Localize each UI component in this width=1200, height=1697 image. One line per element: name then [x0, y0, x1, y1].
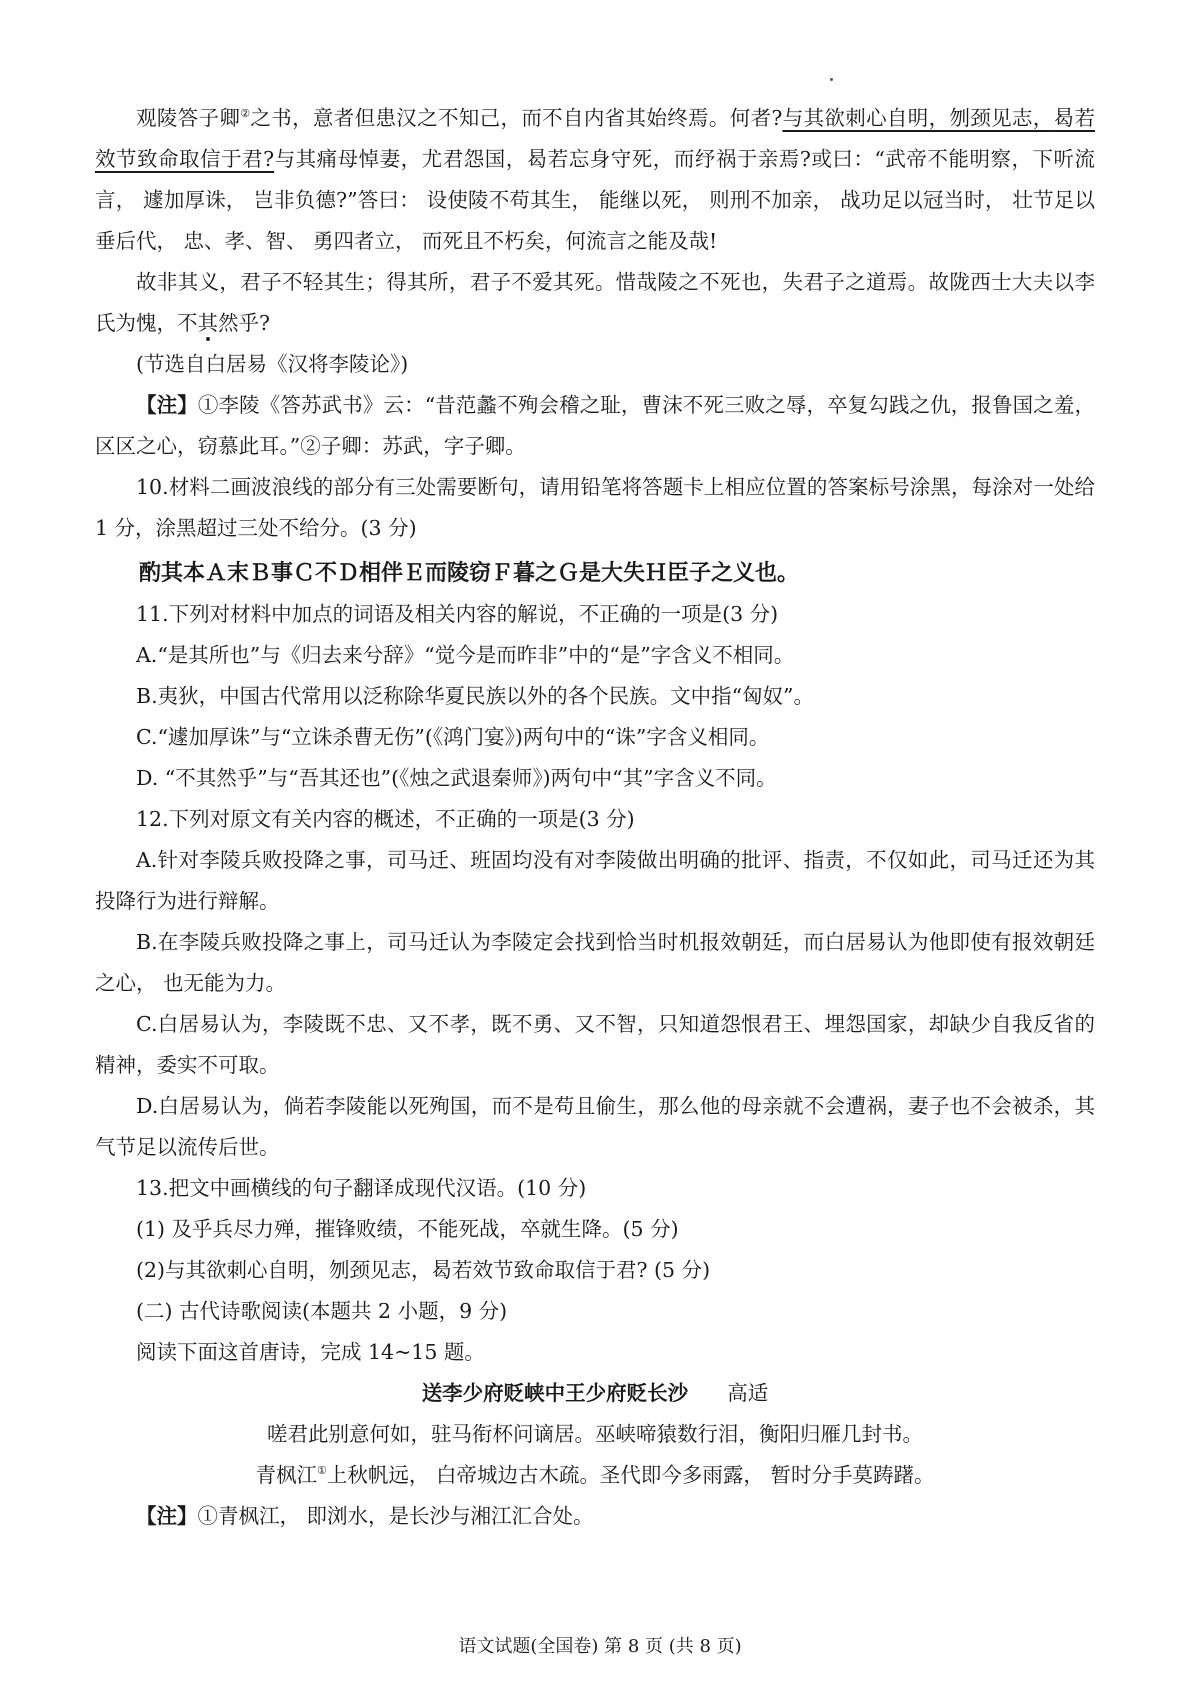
option-d: D.白居易认为，倘若李陵能以死殉国，而不是苟且偷生，那么他的母亲就不会遭祸，妻子也不会被杀，其气节足以流传后世。 — [95, 1094, 1095, 1159]
note-label: 【注】 — [136, 1504, 198, 1528]
option-a: A.针对李陵兵败投降之事，司马迁、班固均没有对李陵做出明确的批评、指责，不仅如此，司马迁还为其投降行为进行辩解。 — [95, 848, 1095, 913]
passage-text: 然乎? — [218, 311, 270, 335]
passage-text: 之书，意者但患汉之不知己，而不自内省其始终焉。何者? — [250, 106, 783, 130]
passage-note — [95, 385, 1095, 467]
dotted-word: 其 — [197, 311, 218, 335]
question-stem: 13.把文中画横线的句子翻译成现代汉语。(10 分) — [136, 1176, 587, 1200]
page-footer: 语文试题(全国卷) 第 8 页 (共 8 页) — [458, 1636, 742, 1657]
option-d: D. “不其然乎”与“吾其还也”(《烛之武退秦师》)两句中“其”字含义不同。 — [136, 766, 777, 790]
option-a: A.“是其所也”与《归去来兮辞》“觉今是而昨非”中的“是”字含义不相同。 — [136, 643, 795, 667]
note-marker: ② — [240, 107, 251, 121]
note-label: 【注】 — [136, 393, 198, 417]
poem-heading — [95, 1373, 1095, 1414]
question-12 — [95, 799, 1095, 1168]
option-c: C.白居易认为，李陵既不忠、又不孝，既不勇、又不智，只知道怨恨君王、埋怨国家，却缺少自我反省的精神，委实不可取。 — [95, 1012, 1095, 1077]
question-10-sentence: 酌其本Ａ末Ｂ事Ｃ不Ｄ相伴Ｅ而陵窃Ｆ暮之Ｇ是大失Ｈ臣子之义也。 — [139, 561, 800, 586]
question-stem: 11.下列对材料中加点的词语及相关内容的解说，不正确的一项是(3 分) — [136, 602, 779, 626]
poem-author: 高适 — [727, 1381, 769, 1405]
passage-text: 与其痛母悼妻，尤君怨国，曷若忘身守死，而纾祸于亲焉?或曰：“武帝不能明察，下听流言， 遽加厚诛， 岂非负德?”答曰： 设使陵不苟其生， 能继以死， 则刑不加亲， 战功足以冠当时， 壮节足以垂后代， 忠、孝、智、 勇四者立， 而死且不朽矣，何流言之能及哉! — [95, 147, 1096, 253]
poem-title: 送李少府贬峡中王少府贬长沙 — [421, 1381, 689, 1405]
underlined-sentence: 曷若效节致命取信于君? — [95, 106, 1095, 171]
passage-text: 故非其义，君子不轻其生；得其所，君子不爱其死。惜哉陵之不死也，失君子之道焉。故陇西士大夫以李氏为愧，不 — [95, 270, 1095, 335]
passage-paragraph-1 — [95, 98, 1095, 262]
poem-note — [95, 1496, 1095, 1537]
option-b: B.在李陵兵败投降之事上，司马迁认为李陵定会找到恰当时机报效朝廷，而白居易认为他即使有报效朝廷之心， 也无能为力。 — [95, 930, 1095, 995]
note-marker: ① — [317, 1464, 327, 1478]
question-13 — [95, 1168, 1095, 1291]
question-10 — [95, 467, 1095, 549]
scan-dot — [830, 78, 833, 81]
passage-text: 观陵答子卿 — [136, 106, 241, 130]
option-c: C.“遽加厚诛”与“立诛杀曹无伤”(《鸿门宴》)两句中的“诛”字含义相同。 — [136, 725, 770, 749]
poetry-section — [95, 1291, 1095, 1537]
question-11 — [95, 594, 1095, 799]
section-heading: (二) 古代诗歌阅读(本题共 2 小题，9 分) — [136, 1299, 508, 1323]
question-stem: 12.下列对原文有关内容的概述，不正确的一项是(3 分) — [136, 807, 635, 831]
passage-paragraph-2 — [95, 262, 1095, 344]
passage-source: (节选自白居易《汉将李陵论》) — [136, 352, 409, 376]
sentence-2: (2)与其欲刺心自明，刎颈见志，曷若效节致命取信于君? (5 分) — [136, 1258, 711, 1282]
poem-line-2: 青枫江①上秋帆远， 白帝城边古木疏。圣代即今多雨露， 暂时分手莫踌躇。 — [255, 1463, 935, 1487]
option-b: B.夷狄，中国古代常用以泛称除华夏民族以外的各个民族。文中指“匈奴”。 — [136, 684, 815, 708]
question-stem: 10.材料二画波浪线的部分有三处需要断句，请用铅笔将答题卡上相应位置的答案标号涂黑，每涂对一处给 1 分，涂黑超过三处不给分。(3 分) — [95, 475, 1095, 540]
note-text: ①青枫江， 即浏水，是长沙与湘江汇合处。 — [197, 1504, 594, 1528]
instruction: 阅读下面这首唐诗，完成 14~15 题。 — [136, 1340, 485, 1364]
poem-line-1: 嗟君此别意何如，驻马衔杯问谪居。巫峡啼猿数行泪，衡阳归雁几封书。 — [267, 1422, 923, 1446]
underlined-sentence: 与其欲刺心自明，刎颈见志， — [782, 106, 1054, 130]
sentence-1: (1) 及乎兵尽力殚，摧锋败绩，不能死战，卒就生降。(5 分) — [136, 1217, 679, 1241]
note-text: ①李陵《答苏武书》云：“昔范蠡不殉会稽之耻，曹沫不死三败之辱，卒复勾践之仇，报鲁国之羞，区区之心，窃慕此耳。”②子卿：苏武，字子卿。 — [95, 393, 1096, 458]
